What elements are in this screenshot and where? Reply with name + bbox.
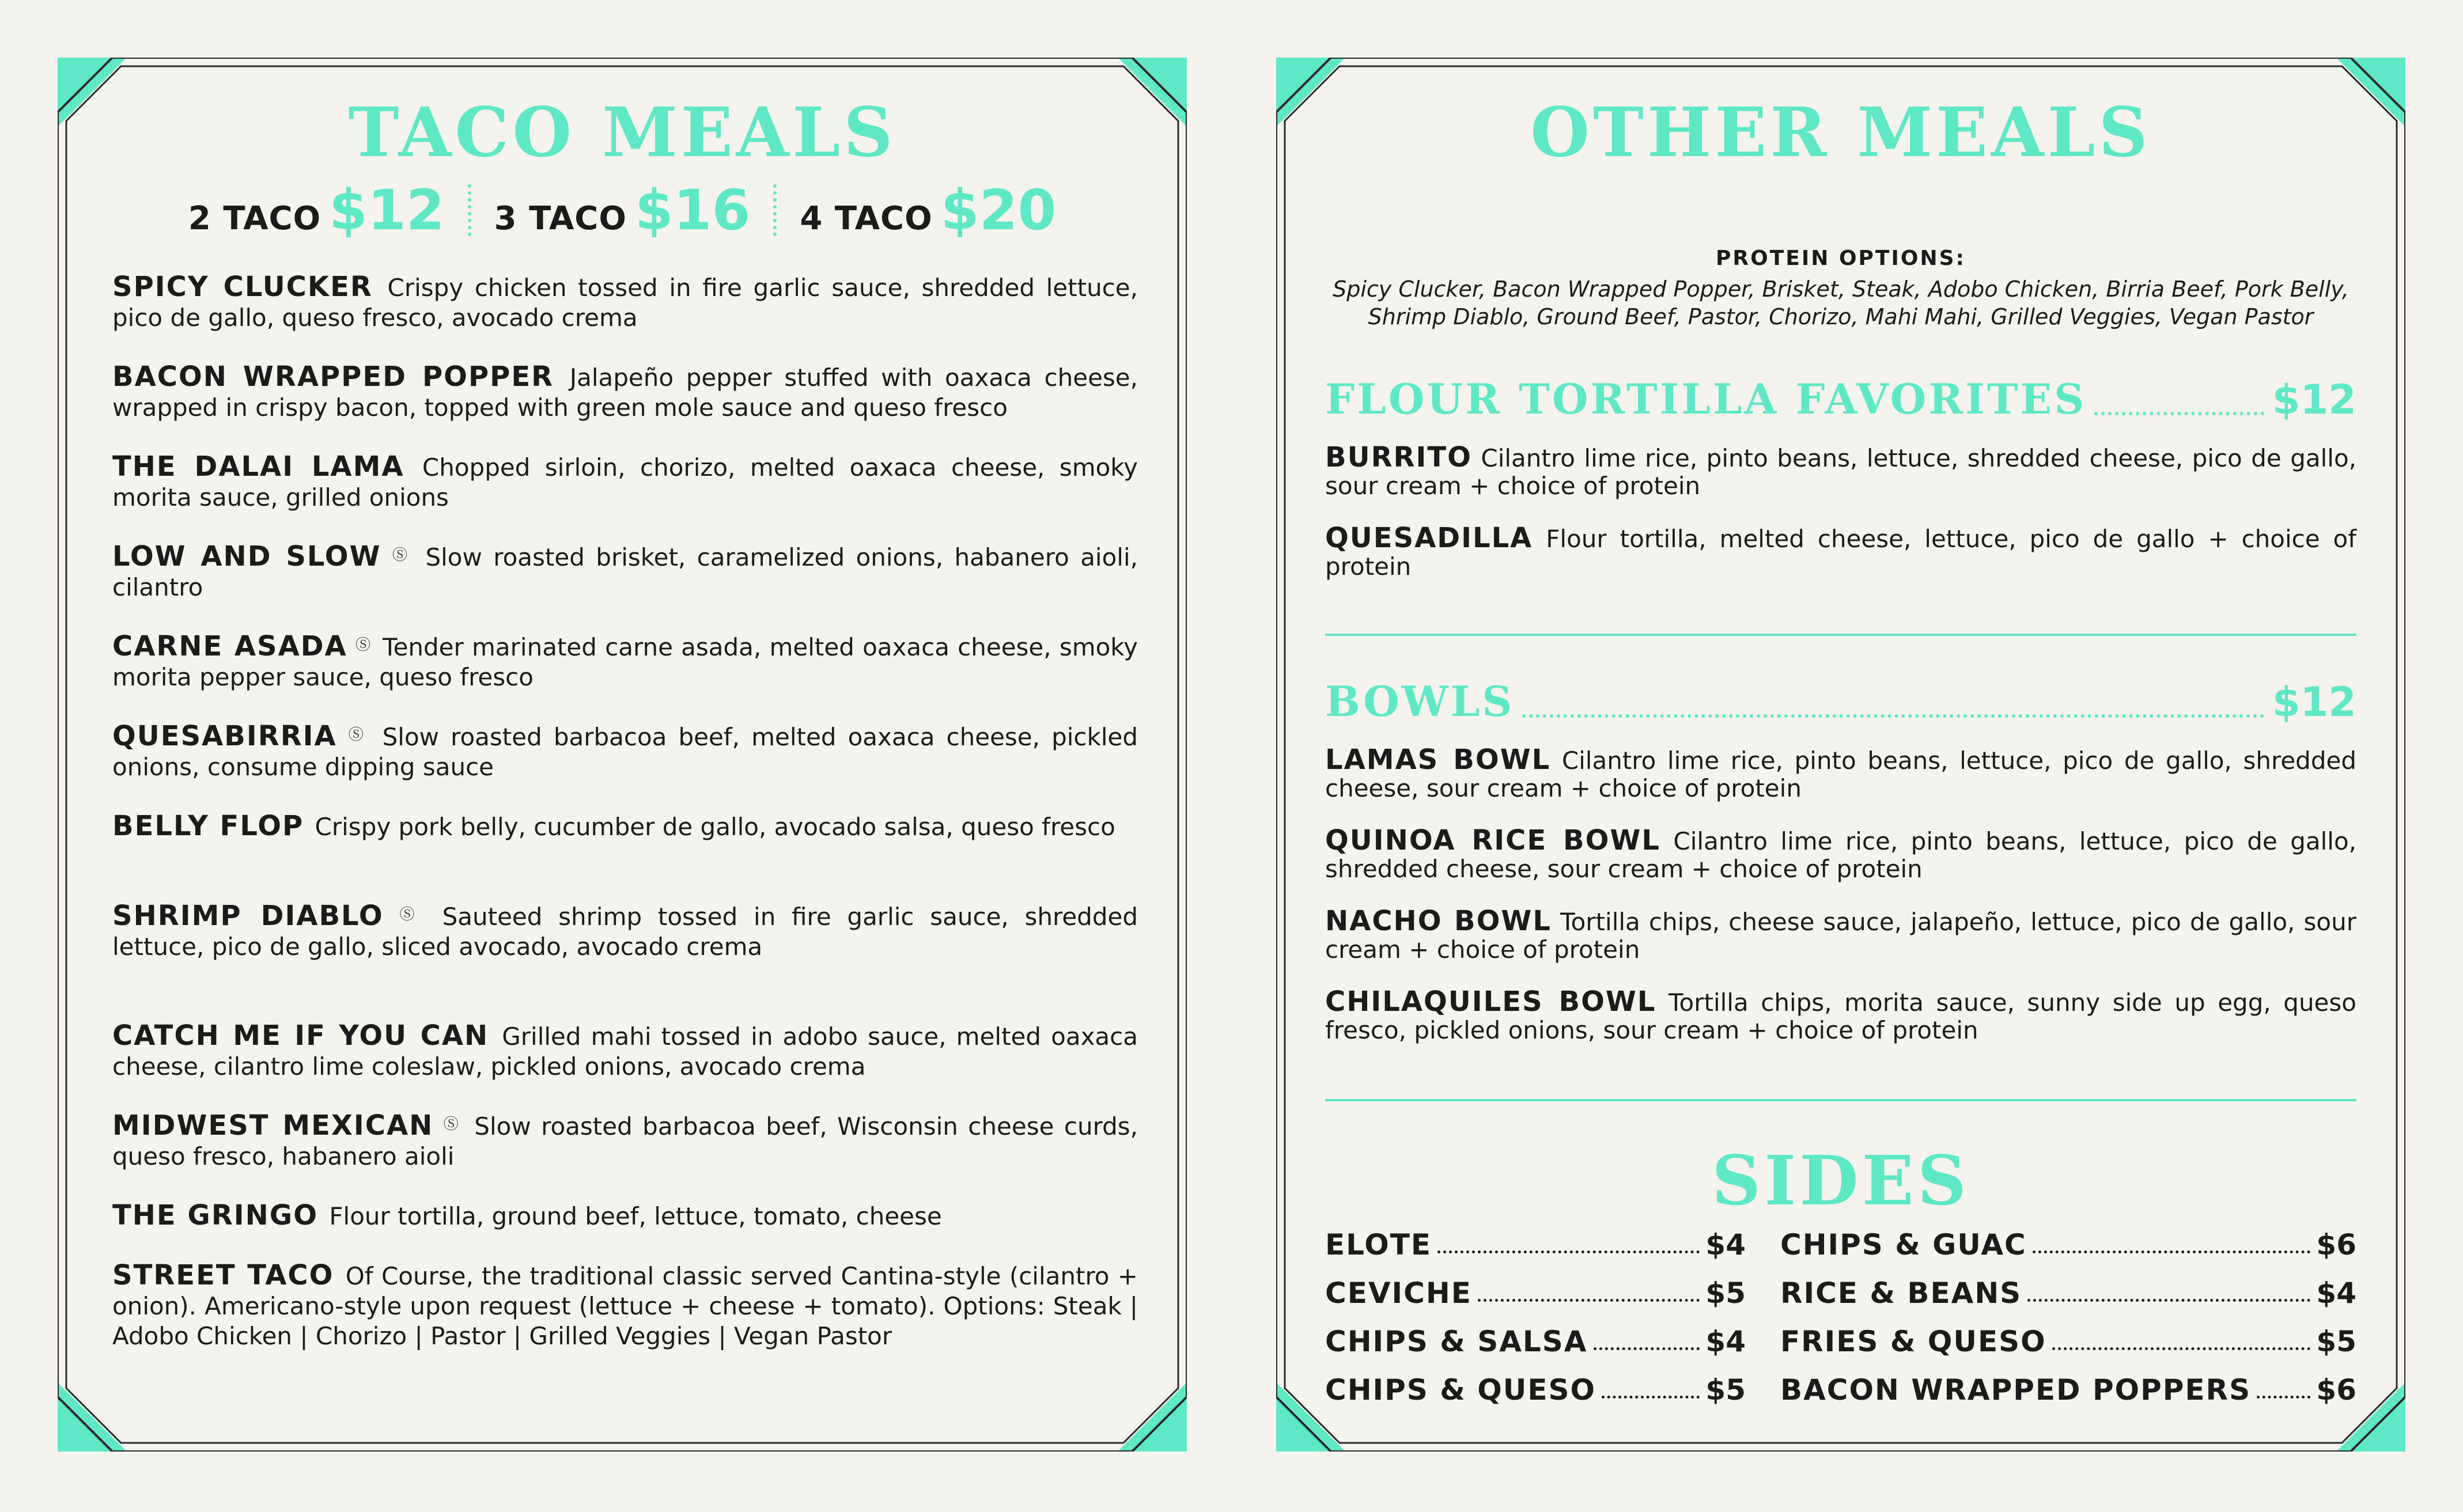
menu-item <box>112 271 1138 333</box>
side-price: $4 <box>2316 1276 2356 1310</box>
menu-item <box>112 810 1138 842</box>
side-name: CEVICHE <box>1325 1276 1472 1310</box>
side-name: CHIPS & GUAC <box>1780 1228 2027 1261</box>
side-price: $6 <box>2316 1373 2356 1407</box>
item-name: QUESADILLA <box>1325 522 1533 554</box>
item-mark: Ⓢ <box>443 1116 461 1133</box>
menu-item <box>112 900 1138 962</box>
side-item <box>1780 1270 2356 1310</box>
item-name: LOW AND SLOW <box>112 540 381 573</box>
price-value: $12 <box>329 178 445 242</box>
menu-item <box>1325 988 2356 1044</box>
price-value: $20 <box>940 178 1057 242</box>
price-label: 3 TACO <box>494 200 627 237</box>
section-divider <box>1325 1099 2356 1101</box>
item-desc: Flour tortilla, melted cheese, lettuce, pico de gallo + choice of protein <box>1325 525 2356 581</box>
price-4-taco <box>777 178 1079 242</box>
protein-options-list: Spicy Clucker, Bacon Wrapped Popper, Brisket, Steak, Adobo Chicken, Birria Beef, Pork Belly, Shrimp Diablo, Ground Beef, Pastor, Chorizo, Mahi Mahi, Grilled Veggies, Vegan Pastor <box>1333 276 2349 329</box>
protein-options-title: PROTEIN OPTIONS: <box>1716 247 1966 270</box>
item-name: CHILAQUILES BOWL <box>1325 986 1656 1018</box>
item-desc: Grilled mahi tossed in adobo sauce, melted oaxaca cheese, cilantro lime coleslaw, pickled onions, avocado crema <box>112 1022 1138 1081</box>
menu-item <box>112 1199 1138 1231</box>
item-mark: Ⓢ <box>399 906 423 923</box>
section-divider <box>1325 634 2356 636</box>
bowls-heading <box>1325 674 2356 726</box>
item-name: CATCH ME IF YOU CAN <box>112 1020 489 1052</box>
menu-item <box>112 450 1138 513</box>
side-item <box>1325 1270 1746 1310</box>
menu-item <box>1325 524 2356 581</box>
price-3-taco <box>471 178 774 242</box>
item-name: THE GRINGO <box>112 1199 319 1231</box>
item-desc: Crispy pork belly, cucumber de gallo, avocado salsa, queso fresco <box>315 813 1115 841</box>
item-name: BURRITO <box>1325 441 1472 473</box>
leader-dots <box>1602 1396 1700 1399</box>
price-2-taco <box>165 178 468 242</box>
item-name: THE DALAI LAMA <box>112 450 404 483</box>
item-name: NACHO BOWL <box>1325 905 1552 937</box>
menu-item <box>112 720 1138 782</box>
leader-dots <box>2033 1250 2311 1253</box>
item-desc: Crispy chicken tossed in fire garlic sauce, shredded lettuce, pico de gallo, queso fresco, avocado crema <box>112 274 1138 332</box>
leader-dots <box>1437 1250 1700 1253</box>
item-mark: Ⓢ <box>348 726 368 744</box>
side-item <box>1780 1366 2356 1407</box>
menu-item <box>1325 907 2356 964</box>
flour-tortilla-heading <box>1325 372 2356 423</box>
side-price: $5 <box>2316 1325 2356 1358</box>
item-desc: Tortilla chips, cheese sauce, jalapeño, lettuce, pico de gallo, sour cream + choice of protein <box>1325 908 2357 964</box>
leader-dots <box>2257 1396 2310 1399</box>
section-title: BOWLS <box>1325 677 1515 726</box>
item-desc: Of Course, the traditional classic served Cantina-style (cilantro + onion). Americano-style upon request (lettuce + cheese + tomato). Options: Steak | Adobo Chicken | Chorizo | Pastor | Grilled Veggies | Vegan Pastor <box>112 1262 1138 1350</box>
leader-dots <box>2027 1299 2310 1302</box>
item-desc: Tender marinated carne asada, melted oaxaca cheese, smoky morita pepper sauce, queso fresco <box>112 633 1138 691</box>
side-name: CHIPS & SALSA <box>1325 1325 1588 1358</box>
menu-item <box>112 361 1138 423</box>
menu-item <box>112 1109 1138 1172</box>
side-price: $4 <box>1705 1325 1746 1358</box>
side-item <box>1325 1366 1746 1407</box>
item-desc: Flour tortilla, ground beef, lettuce, tomato, cheese <box>329 1202 942 1230</box>
section-price: $12 <box>2272 376 2356 423</box>
item-mark: Ⓢ <box>392 547 411 564</box>
item-name: BACON WRAPPED POPPER <box>112 361 554 393</box>
item-desc: Tortilla chips, morita sauce, sunny side up egg, queso fresco, pickled onions, sour cream + choice of protein <box>1325 988 2356 1044</box>
taco-meals-title: TACO MEALS <box>348 92 896 172</box>
item-name: STREET TACO <box>112 1259 334 1291</box>
item-desc: Cilantro lime rice, pinto beans, lettuce, pico de gallo, shredded cheese, sour cream + choice of protein <box>1325 827 2357 883</box>
menu-item <box>1325 746 2356 802</box>
item-desc: Cilantro lime rice, pinto beans, lettuce, pico de gallo, shredded cheese, sour cream + choice of protein <box>1325 746 2356 802</box>
side-name: CHIPS & QUESO <box>1325 1373 1596 1407</box>
menu-item <box>112 540 1138 602</box>
item-desc: Slow roasted barbacoa beef, Wisconsin cheese curds, queso fresco, habanero aioli <box>112 1112 1138 1170</box>
item-desc: Jalapeño pepper stuffed with oaxaca cheese, wrapped in crispy bacon, topped with green mole sauce and queso fresco <box>112 363 1138 422</box>
leader-dots <box>1522 714 2264 718</box>
taco-price-row <box>58 179 1187 242</box>
item-name: LAMAS BOWL <box>1325 744 1551 776</box>
side-item <box>1325 1318 1746 1358</box>
item-mark: Ⓢ <box>355 636 371 654</box>
side-price: $4 <box>1705 1228 1746 1261</box>
item-desc: Slow roasted barbacoa beef, melted oaxaca cheese, pickled onions, consume dipping sauce <box>112 723 1138 781</box>
menu-item <box>1325 441 2356 500</box>
menu-item <box>112 630 1138 692</box>
item-desc: Chopped sirloin, chorizo, melted oaxaca cheese, smoky morita sauce, grilled onions <box>112 453 1138 511</box>
side-name: FRIES & QUESO <box>1780 1325 2046 1358</box>
menu-item <box>112 1020 1138 1082</box>
price-label: 4 TACO <box>800 200 933 237</box>
item-desc: Slow roasted brisket, caramelized onions, habanero aioli, cilantro <box>112 543 1138 601</box>
side-name: RICE & BEANS <box>1780 1276 2022 1310</box>
menu-item <box>112 1259 1138 1351</box>
item-name: CARNE ASADA <box>112 630 347 662</box>
price-label: 2 TACO <box>188 200 321 237</box>
section-title: FLOUR TORTILLA FAVORITES <box>1325 374 2087 423</box>
other-meals-title: OTHER MEALS <box>1530 92 2151 172</box>
price-value: $16 <box>634 178 751 242</box>
item-desc: Cilantro lime rice, pinto beans, lettuce, shredded cheese, pico de gallo, sour cream + choice of protein <box>1325 444 2356 500</box>
section-price: $12 <box>2272 679 2356 726</box>
item-name: SPICY CLUCKER <box>112 271 373 303</box>
leader-dots <box>1478 1299 1700 1302</box>
item-name: SHRIMP DIABLO <box>112 900 384 932</box>
side-item <box>1325 1221 1746 1261</box>
item-name: QUESABIRRIA <box>112 720 337 752</box>
item-name: BELLY FLOP <box>112 810 304 842</box>
side-item <box>1780 1318 2356 1358</box>
other-meals-panel <box>1276 58 2405 1452</box>
item-name: MIDWEST MEXICAN <box>112 1109 434 1142</box>
leader-dots <box>2052 1347 2311 1350</box>
sides-title: SIDES <box>1712 1140 1970 1221</box>
side-name: BACON WRAPPED POPPERS <box>1780 1373 2252 1407</box>
side-price: $5 <box>1705 1276 1746 1310</box>
side-item <box>1780 1221 2356 1261</box>
taco-meals-panel <box>58 58 1187 1452</box>
menu-item <box>1325 824 2357 883</box>
side-price: $6 <box>2316 1228 2356 1261</box>
side-name: ELOTE <box>1325 1228 1432 1261</box>
side-price: $5 <box>1705 1373 1746 1407</box>
item-name: QUINOA RICE BOWL <box>1325 824 1660 857</box>
leader-dots <box>1594 1347 1700 1350</box>
leader-dots <box>2094 412 2264 415</box>
item-desc: Sauteed shrimp tossed in fire garlic sauce, shredded lettuce, pico de gallo, sliced avocado, avocado crema <box>112 903 1138 961</box>
